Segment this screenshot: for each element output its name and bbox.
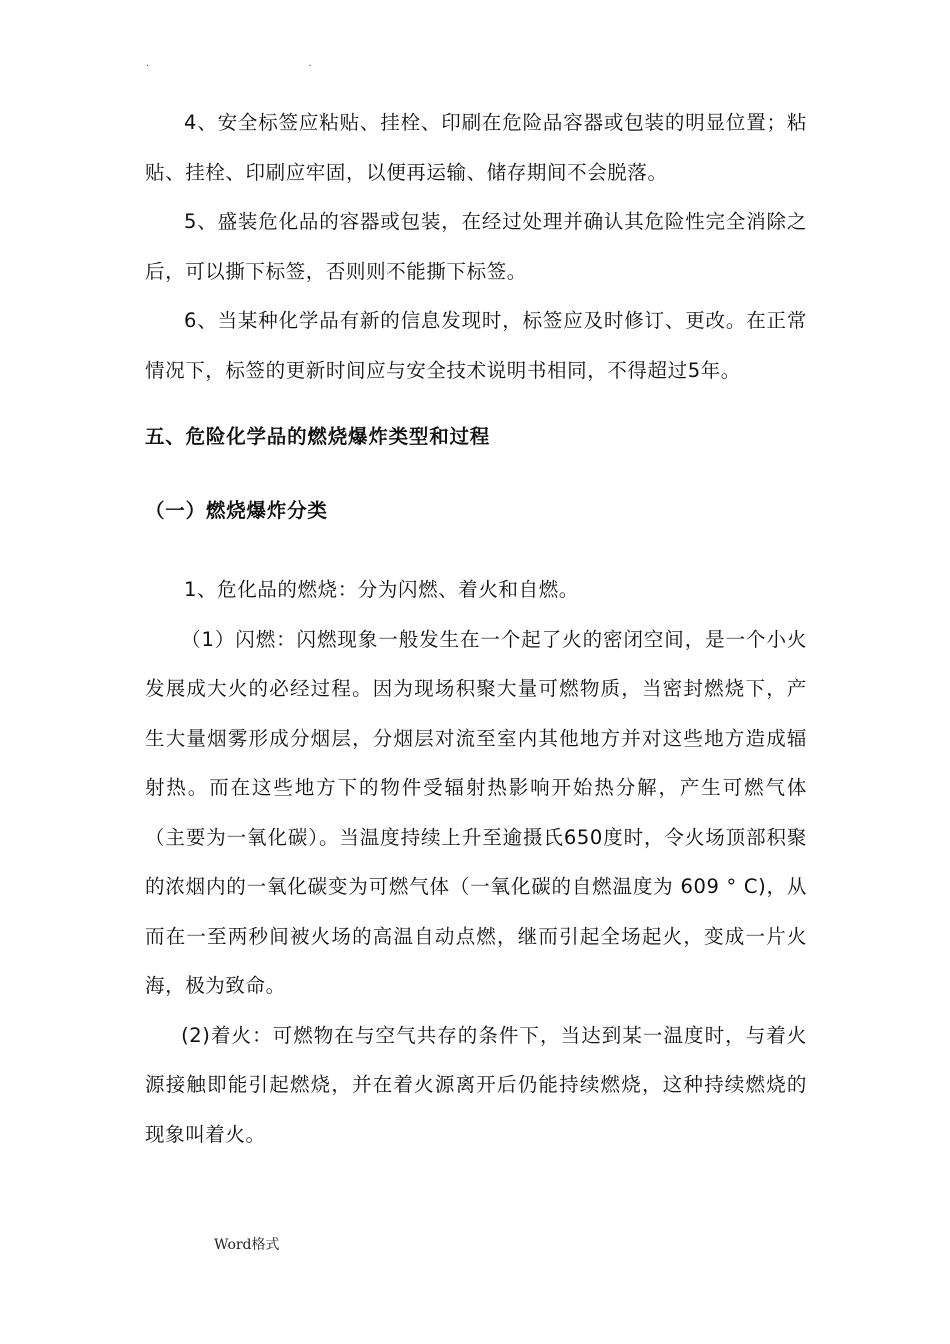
paragraph-combustion-types: 1、危化品的燃烧：分为闪燃、着火和自燃。 <box>184 578 579 601</box>
paragraph-ignition: (2)着火：可燃物在与空气共存的条件下，当达到某一温度时，与着火源接触即能引起燃烧，并在着火源离开后仍能持续燃烧，这种持续燃烧的现象叫着火。 <box>145 1023 807 1146</box>
subsection-heading: （一）燃烧爆炸分类 <box>145 499 328 522</box>
paragraph-label-update: 6、当某种化学品有新的信息发现时，标签应及时修订、更改。在正常情况下，标签的更新时间应与安全技术说明书相同，不得超过5年。 <box>145 309 807 382</box>
header-dots: . . <box>146 58 390 69</box>
paragraph-label-position: 4、安全标签应粘贴、挂栓、印刷在危险品容器或包装的明显位置；粘贴、挂栓、印刷应牢固，以便再运输、储存期间不会脱落。 <box>145 111 807 184</box>
footer-label: Word格式 <box>214 1237 280 1253</box>
section-heading: 五、危险化学品的燃烧爆炸类型和过程 <box>145 425 491 448</box>
paragraph-label-removal: 5、盛装危化品的容器或包装，在经过处理并确认其危险性完全消除之后，可以撕下标签，否则则不能撕下标签。 <box>145 210 807 283</box>
paragraph-flashover: （1）闪燃：闪燃现象一般发生在一个起了火的密闭空间，是一个小火发展成大火的必经过程。因为现场积聚大量可燃物质，当密封燃烧下，产生大量烟雾形成分烟层，分烟层对流至室内其他地方并对这些地方造成辐射热。而在这些地方下的物件受辐射热影响开始热分解，产生可燃气体（主要为一氧化碳）。当温度持续上升至逾摄氏650度时，令火场顶部积聚的浓烟内的一氧化碳变为可燃气体（一氧化碳的自燃温度为 609 ° C)，从而在一至两秒间被火场的高温自动点燃，继而引起全场起火，变成一片火海，极为致命。 <box>145 627 807 997</box>
document-body <box>145 98 807 1159</box>
